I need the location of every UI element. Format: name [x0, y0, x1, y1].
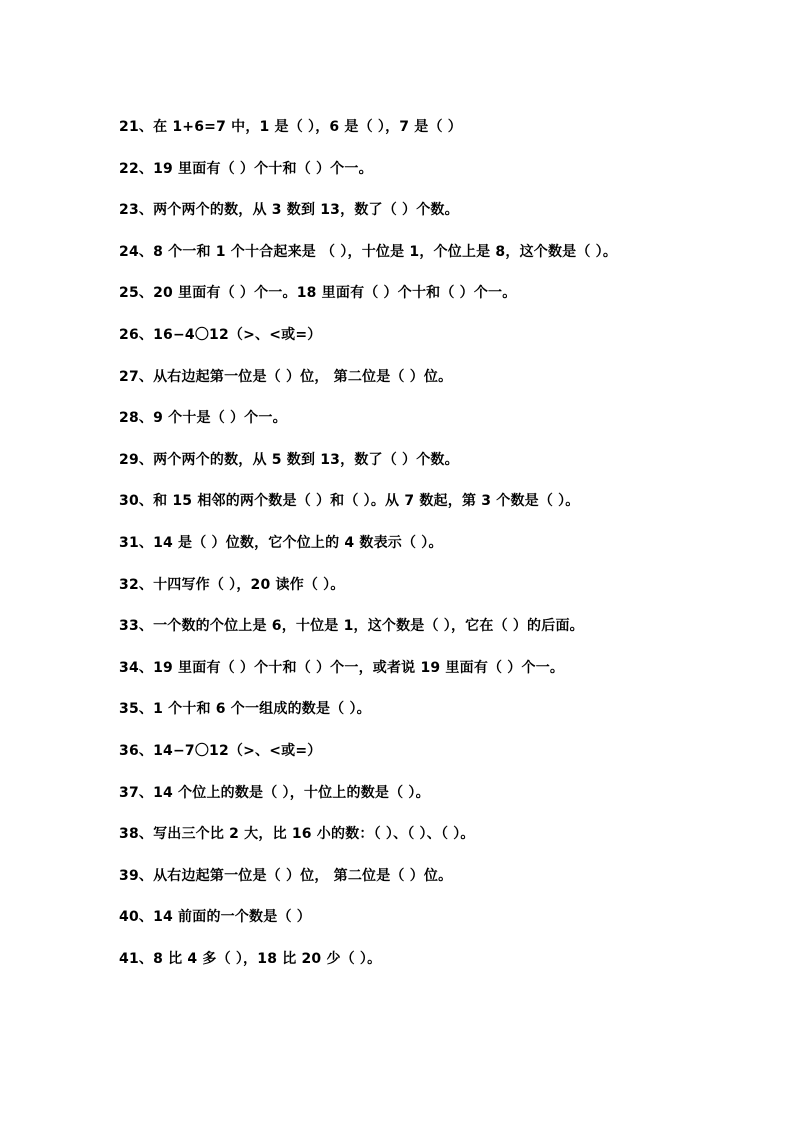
question-30: 30、和 15 相邻的两个数是（ ）和（ ）。从 7 数起，第 3 个数是（ ）。	[119, 493, 580, 510]
question-27: 27、从右边起第一位是（ ）位， 第二位是（ ）位。	[119, 368, 453, 385]
question-26: 26、16−4〇12（>、<或=）	[119, 326, 322, 343]
question-31: 31、14 是（ ）位数，它个位上的 4 数表示（ ）。	[119, 534, 443, 551]
question-32: 32、十四写作（ ），20 读作（ ）。	[119, 576, 345, 593]
question-34: 34、19 里面有（ ）个十和（ ）个一，或者说 19 里面有（ ）个一。	[119, 659, 565, 676]
question-23: 23、两个两个的数，从 3 数到 13，数了（ ）个数。	[119, 202, 459, 219]
question-28: 28、9 个十是（ ）个一。	[119, 410, 287, 427]
question-39: 39、从右边起第一位是（ ）位， 第二位是（ ）位。	[119, 867, 453, 884]
question-33: 33、一个数的个位上是 6，十位是 1，这个数是（ ），它在（ ）的后面。	[119, 618, 584, 635]
question-40: 40、14 前面的一个数是（ ）	[119, 909, 311, 926]
question-36: 36、14−7〇12（>、<或=）	[119, 742, 322, 759]
question-41: 41、8 比 4 多（ ），18 比 20 少（ ）。	[119, 950, 382, 967]
question-37: 37、14 个位上的数是（ ），十位上的数是（ ）。	[119, 784, 430, 801]
question-22: 22、19 里面有（ ）个十和（ ）个一。	[119, 160, 373, 177]
question-21: 21、在 1+6=7 中，1 是（ ），6 是（ ），7 是（ ）	[119, 119, 462, 135]
question-35: 35、1 个十和 6 个一组成的数是（ ）。	[119, 701, 371, 718]
question-29: 29、两个两个的数，从 5 数到 13，数了（ ）个数。	[119, 451, 459, 468]
question-24: 24、8 个一和 1 个十合起来是 （ ），十位是 1，个位上是 8，这个数是（ ）。	[119, 243, 618, 260]
question-list	[119, 116, 759, 989]
question-38: 38、写出三个比 2 大，比 16 小的数：（ ）、（ ）、（ ）。	[119, 826, 475, 843]
question-25: 25、20 里面有（ ）个一。18 里面有（ ）个十和（ ）个一。	[119, 285, 517, 302]
